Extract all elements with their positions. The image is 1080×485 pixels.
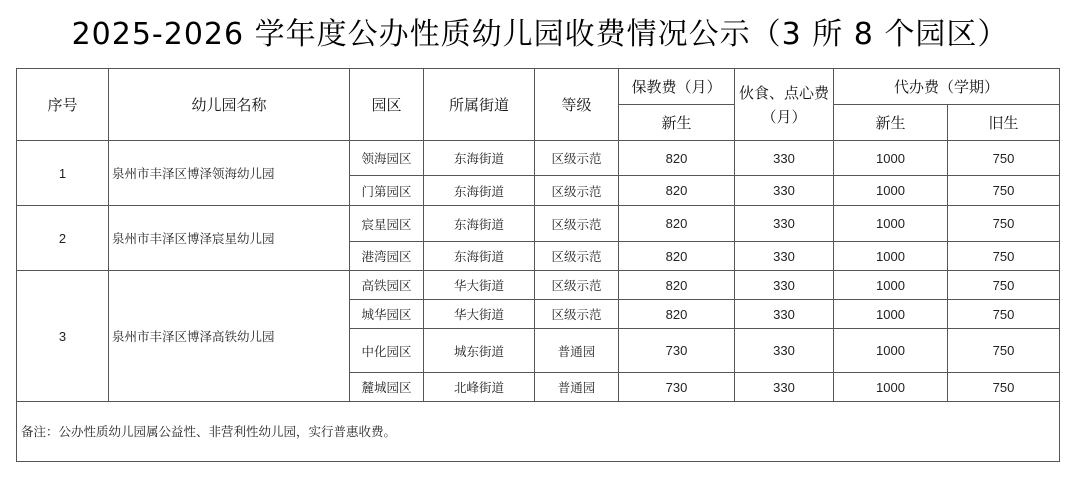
meal-cell: 330	[735, 141, 834, 176]
agency-new-cell: 1000	[834, 329, 948, 373]
campus-cell: 城华园区	[350, 300, 424, 329]
header-meal-fee	[735, 69, 834, 141]
meal-cell: 330	[735, 242, 834, 271]
meal-cell: 330	[735, 271, 834, 300]
table-row	[17, 141, 1060, 176]
care-new-cell: 730	[619, 373, 735, 402]
header-agency-old: 旧生	[948, 105, 1060, 141]
header-meal-fee-line1: 伙食、点心费	[738, 83, 829, 102]
seq-cell: 2	[17, 206, 109, 271]
meal-cell: 330	[735, 300, 834, 329]
seq-cell: 3	[17, 271, 109, 402]
grade-cell: 区级示范	[535, 176, 619, 206]
kindergarten-name-cell: 泉州市丰泽区博泽高铁幼儿园	[109, 271, 350, 402]
care-new-cell: 820	[619, 271, 735, 300]
header-street: 所属街道	[424, 69, 535, 141]
header-grade: 等级	[535, 69, 619, 141]
agency-new-cell: 1000	[834, 271, 948, 300]
street-cell: 华大街道	[424, 271, 535, 300]
header-seq: 序号	[17, 69, 109, 141]
note-row	[17, 402, 1060, 462]
agency-old-cell: 750	[948, 141, 1060, 176]
meal-cell: 330	[735, 176, 834, 206]
table-body	[17, 141, 1060, 462]
campus-cell: 宸星园区	[350, 206, 424, 242]
grade-cell: 区级示范	[535, 300, 619, 329]
care-new-cell: 820	[619, 242, 735, 271]
campus-cell: 高铁园区	[350, 271, 424, 300]
grade-cell: 普通园	[535, 329, 619, 373]
care-new-cell: 820	[619, 176, 735, 206]
fee-table	[16, 68, 1060, 462]
street-cell: 东海街道	[424, 206, 535, 242]
agency-old-cell: 750	[948, 373, 1060, 402]
agency-new-cell: 1000	[834, 206, 948, 242]
header-campus: 园区	[350, 69, 424, 141]
kindergarten-name-cell: 泉州市丰泽区博泽领海幼儿园	[109, 141, 350, 206]
header-row	[17, 69, 1060, 105]
grade-cell: 普通园	[535, 373, 619, 402]
agency-old-cell: 750	[948, 300, 1060, 329]
table-row	[17, 271, 1060, 300]
header-care-fee: 保教费（月）	[619, 69, 735, 105]
grade-cell: 区级示范	[535, 141, 619, 176]
care-new-cell: 820	[619, 206, 735, 242]
care-new-cell: 730	[619, 329, 735, 373]
header-name: 幼儿园名称	[109, 69, 350, 141]
agency-new-cell: 1000	[834, 176, 948, 206]
campus-cell: 门第园区	[350, 176, 424, 206]
care-new-cell: 820	[619, 300, 735, 329]
agency-old-cell: 750	[948, 242, 1060, 271]
agency-old-cell: 750	[948, 206, 1060, 242]
seq-cell: 1	[17, 141, 109, 206]
note-cell: 备注：公办性质幼儿园属公益性、非营利性幼儿园，实行普惠收费。	[17, 402, 1060, 462]
street-cell: 城东街道	[424, 329, 535, 373]
agency-old-cell: 750	[948, 271, 1060, 300]
meal-cell: 330	[735, 206, 834, 242]
campus-cell: 麓城园区	[350, 373, 424, 402]
street-cell: 东海街道	[424, 141, 535, 176]
agency-new-cell: 1000	[834, 141, 948, 176]
agency-old-cell: 750	[948, 329, 1060, 373]
street-cell: 东海街道	[424, 242, 535, 271]
agency-new-cell: 1000	[834, 300, 948, 329]
street-cell: 华大街道	[424, 300, 535, 329]
agency-new-cell: 1000	[834, 242, 948, 271]
table-row	[17, 206, 1060, 242]
street-cell: 北峰街道	[424, 373, 535, 402]
grade-cell: 区级示范	[535, 206, 619, 242]
header-agency-fee: 代办费（学期）	[834, 69, 1060, 105]
campus-cell: 中化园区	[350, 329, 424, 373]
care-new-cell: 820	[619, 141, 735, 176]
header-meal-fee-line2: （月）	[761, 107, 807, 126]
page-title: 2025-2026 学年度公办性质幼儿园收费情况公示（3 所 8 个园区）	[71, 17, 1009, 52]
campus-cell: 港湾园区	[350, 242, 424, 271]
kindergarten-name-cell: 泉州市丰泽区博泽宸星幼儿园	[109, 206, 350, 271]
campus-cell: 领海园区	[350, 141, 424, 176]
meal-cell: 330	[735, 373, 834, 402]
agency-old-cell: 750	[948, 176, 1060, 206]
header-care-new: 新生	[619, 105, 735, 141]
grade-cell: 区级示范	[535, 242, 619, 271]
grade-cell: 区级示范	[535, 271, 619, 300]
meal-cell: 330	[735, 329, 834, 373]
street-cell: 东海街道	[424, 176, 535, 206]
agency-new-cell: 1000	[834, 373, 948, 402]
header-agency-new: 新生	[834, 105, 948, 141]
